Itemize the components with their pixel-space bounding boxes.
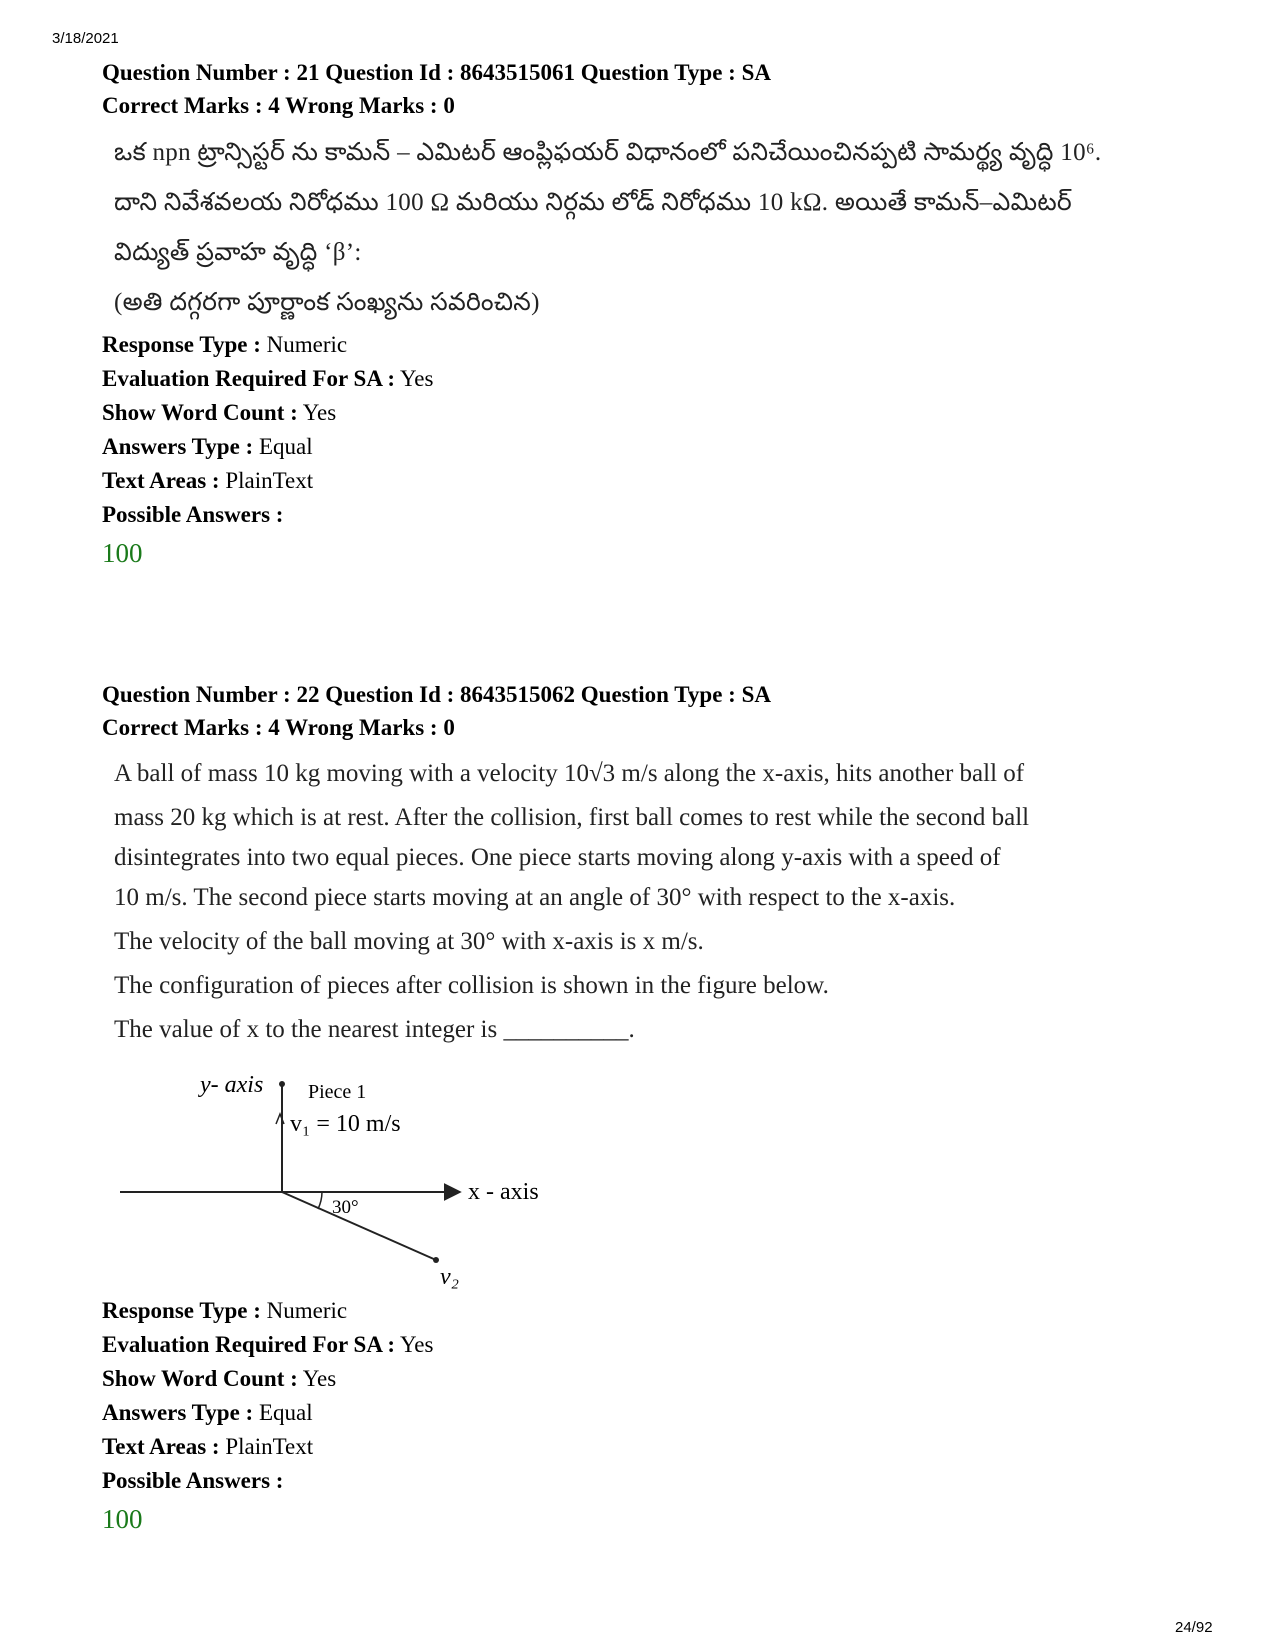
field-value: Numeric xyxy=(266,1298,348,1323)
marks-header: Correct Marks : 4 Wrong Marks : 0 xyxy=(102,93,455,118)
field-value: Yes xyxy=(400,366,434,391)
question-text-line: The configuration of pieces after collision is shown in the figure below. xyxy=(114,972,829,999)
field-label: Response Type : xyxy=(102,332,261,357)
field-label: Evaluation Required For SA : xyxy=(102,1332,396,1357)
show-word-count-field xyxy=(102,396,1222,430)
response-type-field xyxy=(102,328,1222,362)
question-header: Question Number : 21 Question Id : 8643515061 Question Type : SA xyxy=(102,60,771,85)
field-value: Equal xyxy=(258,434,313,459)
question-body xyxy=(114,750,1222,1054)
question-text-line: The velocity of the ball moving at 30° with x-axis is x m/s. xyxy=(114,928,704,955)
possible-answers-field xyxy=(102,498,1222,532)
field-label: Show Word Count : xyxy=(102,400,298,425)
evaluation-required-field xyxy=(102,362,1222,396)
field-value: PlainText xyxy=(225,468,314,493)
field-value: Yes xyxy=(302,400,337,425)
field-value: Numeric xyxy=(266,332,348,357)
field-label: Show Word Count : xyxy=(102,1366,298,1391)
field-label: Response Type : xyxy=(102,1298,261,1323)
question-text-line: ఒక npn ట్రాన్సిస్టర్ ను కామన్ – ఎమిటర్ ఆంప్లిఫయర్ విధానంలో పనిచేయించినప్పటి సామర్థ్య వృద్ధి 10⁶. xyxy=(114,139,1102,166)
field-value: PlainText xyxy=(225,1434,314,1459)
field-label: Possible Answers : xyxy=(102,502,284,527)
v2-label: v₂ xyxy=(440,1264,459,1290)
field-label: Evaluation Required For SA : xyxy=(102,366,396,391)
field-label: Answers Type : xyxy=(102,1400,254,1425)
x-axis-label: x - axis xyxy=(468,1179,539,1205)
question-21 xyxy=(102,56,1222,572)
text-areas-field xyxy=(102,1430,1222,1464)
page-number: 24/92 xyxy=(1175,1619,1213,1636)
question-body xyxy=(114,128,1222,328)
field-value: Equal xyxy=(258,1400,313,1425)
field-label: Possible Answers : xyxy=(102,1468,284,1493)
answers-type-field xyxy=(102,430,1222,464)
field-label: Answers Type : xyxy=(102,434,254,459)
piece1-label: Piece 1 xyxy=(308,1081,367,1103)
piece2-dot xyxy=(433,1257,439,1263)
print-date: 3/18/2021 xyxy=(52,30,119,47)
angle-arc xyxy=(318,1192,322,1209)
answers-type-field xyxy=(102,1396,1222,1430)
collision-diagram-svg xyxy=(120,1054,640,1294)
field-label: Text Areas : xyxy=(102,468,220,493)
angle-label: 30° xyxy=(332,1197,359,1218)
v1-label: v₁ = 10 m/s xyxy=(290,1111,401,1137)
question-text-line: (అతి దగ్గరగా పూర్ణాంక సంఖ్యను సవరించిన) xyxy=(114,289,540,316)
possible-answer-value: 100 xyxy=(102,538,143,568)
question-text-line: disintegrates into two equal pieces. One piece starts moving along y-axis with a speed of xyxy=(114,844,1001,871)
text-areas-field xyxy=(102,464,1222,498)
question-text-line: 10 m/s. The second piece starts moving at an angle of 30° with respect to the x-axis. xyxy=(114,884,956,911)
marks-header: Correct Marks : 4 Wrong Marks : 0 xyxy=(102,715,455,740)
question-text-line: దాని నివేశవలయ నిరోధము 100 Ω మరియు నిర్గమ లోడ్ నిరోధము 10 kΩ. అయితే కామన్–ఎమిటర్ xyxy=(114,189,1073,216)
question-header: Question Number : 22 Question Id : 8643515062 Question Type : SA xyxy=(102,682,771,707)
question-text-line: విద్యుత్ ప్రవాహ వృద్ధి ‘β’: xyxy=(114,239,362,266)
collision-diagram xyxy=(120,1054,640,1294)
evaluation-required-field xyxy=(102,1328,1222,1362)
field-value: Yes xyxy=(302,1366,337,1391)
question-22 xyxy=(102,678,1222,1538)
question-text-line: The value of x to the nearest integer is __________. xyxy=(114,1016,635,1043)
v2-vector-line xyxy=(282,1192,436,1260)
response-type-field xyxy=(102,1294,1222,1328)
piece1-dot xyxy=(279,1081,285,1087)
possible-answer-value: 100 xyxy=(102,1504,143,1534)
possible-answers-field xyxy=(102,1464,1222,1498)
question-text-line: mass 20 kg which is at rest. After the collision, first ball comes to rest while the second ball xyxy=(114,804,1030,831)
field-label: Text Areas : xyxy=(102,1434,220,1459)
field-value: Yes xyxy=(400,1332,434,1357)
y-axis-label: y- axis xyxy=(200,1072,264,1098)
question-text-line: A ball of mass 10 kg moving with a velocity 10√3 m/s along the x-axis, hits another ball of xyxy=(114,760,1025,787)
show-word-count-field xyxy=(102,1362,1222,1396)
